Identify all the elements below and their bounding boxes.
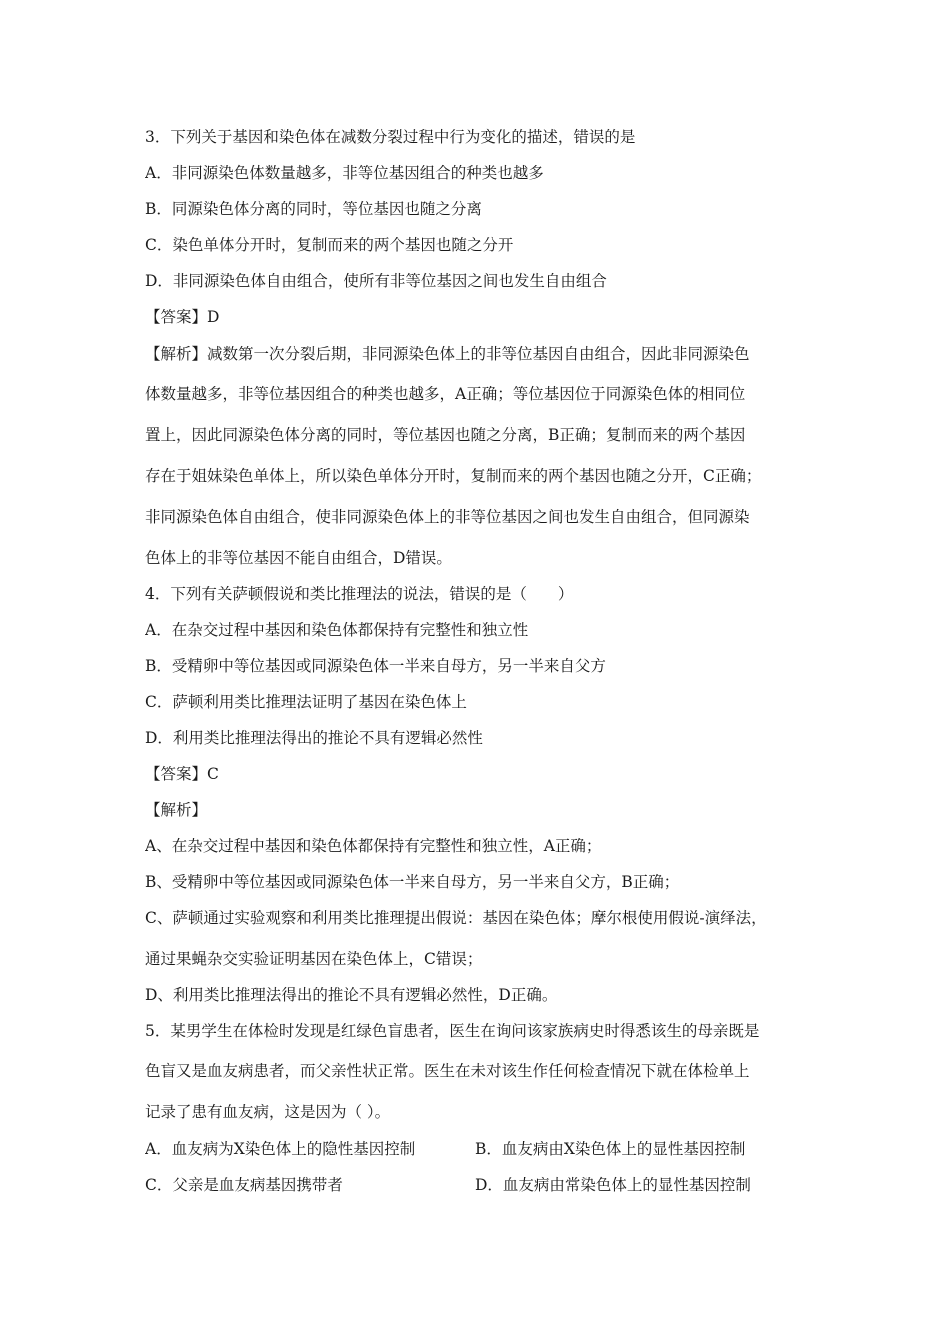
q5-option-b: B．血友病由X染色体上的显性基因控制 — [475, 1140, 746, 1158]
q4-analysis-line: A、在杂交过程中基因和染色体都保持有完整性和独立性，A正确； — [145, 837, 602, 855]
q4-option-b: B．受精卵中等位基因或同源染色体一半来自母方，另一半来自父方 — [145, 657, 606, 675]
q5-stem-line: 记录了患有血友病，这是因为（ ）。 — [145, 1103, 391, 1121]
q5-options-row-1 — [145, 1139, 815, 1159]
q4-option-c: C．萨顿利用类比推理法证明了基因在染色体上 — [145, 693, 467, 711]
q5-option-c: C．父亲是血友病基因携带者 — [145, 1176, 343, 1194]
q5-stem-line: 5．某男学生在体检时发现是红绿色盲患者，医生在询问该家族病史时得悉该生的母亲既是 — [145, 1022, 760, 1040]
q5-stem-line: 色盲又是血友病患者，而父亲性状正常。医生在未对该生作任何检查情况下就在体检单上 — [145, 1062, 750, 1080]
q3-analysis-line: 非同源染色体自由组合，使非同源染色体上的非等位基因之间也发生自由组合，但同源染 — [145, 508, 750, 526]
q4-stem: 4．下列有关萨顿假说和类比推理法的说法，错误的是（ ） — [145, 585, 574, 603]
q3-analysis-line: 置上，因此同源染色体分离的同时，等位基因也随之分离，B正确；复制而来的两个基因 — [145, 426, 746, 444]
q3-answer: 【答案】D — [145, 308, 220, 326]
q3-analysis-line: 【解析】减数第一次分裂后期，非同源染色体上的非等位基因自由组合，因此非同源染色 — [145, 345, 750, 363]
q4-answer: 【答案】C — [145, 765, 219, 783]
q3-option-a: A．非同源染色体数量越多，非等位基因组合的种类也越多 — [145, 164, 544, 182]
q4-analysis-line: 通过果蝇杂交实验证明基因在染色体上，C错误； — [145, 950, 483, 968]
q3-analysis-line: 存在于姐妹染色单体上，所以染色单体分开时，复制而来的两个基因也随之分开，C正确； — [145, 467, 762, 485]
q4-analysis-line: D、利用类比推理法得出的推论不具有逻辑必然性，D正确。 — [145, 986, 558, 1004]
q4-analysis-title: 【解析】 — [145, 801, 208, 819]
q5-options-row-2 — [145, 1175, 815, 1195]
q5-option-a: A．血友病为X染色体上的隐性基因控制 — [145, 1140, 416, 1158]
q4-analysis-line: B、受精卵中等位基因或同源染色体一半来自母方，另一半来自父方，B正确； — [145, 873, 680, 891]
q3-option-d: D．非同源染色体自由组合，使所有非等位基因之间也发生自由组合 — [145, 272, 607, 290]
q3-stem: 3．下列关于基因和染色体在减数分裂过程中行为变化的描述，错误的是 — [145, 128, 636, 146]
q3-analysis-line: 体数量越多，非等位基因组合的种类也越多，A正确；等位基因位于同源染色体的相同位 — [145, 385, 746, 403]
q3-option-b: B．同源染色体分离的同时，等位基因也随之分离 — [145, 200, 482, 218]
q5-option-d: D．血友病由常染色体上的显性基因控制 — [475, 1176, 751, 1194]
q4-option-a: A．在杂交过程中基因和染色体都保持有完整性和独立性 — [145, 621, 529, 639]
q3-option-c: C．染色单体分开时，复制而来的两个基因也随之分开 — [145, 236, 514, 254]
q4-option-d: D．利用类比推理法得出的推论不具有逻辑必然性 — [145, 729, 483, 747]
q3-analysis-line: 色体上的非等位基因不能自由组合，D错误。 — [145, 549, 452, 567]
q4-analysis-line: C、萨顿通过实验观察和利用类比推理提出假说：基因在染色体；摩尔根使用假说-演绎法， — [145, 909, 767, 927]
